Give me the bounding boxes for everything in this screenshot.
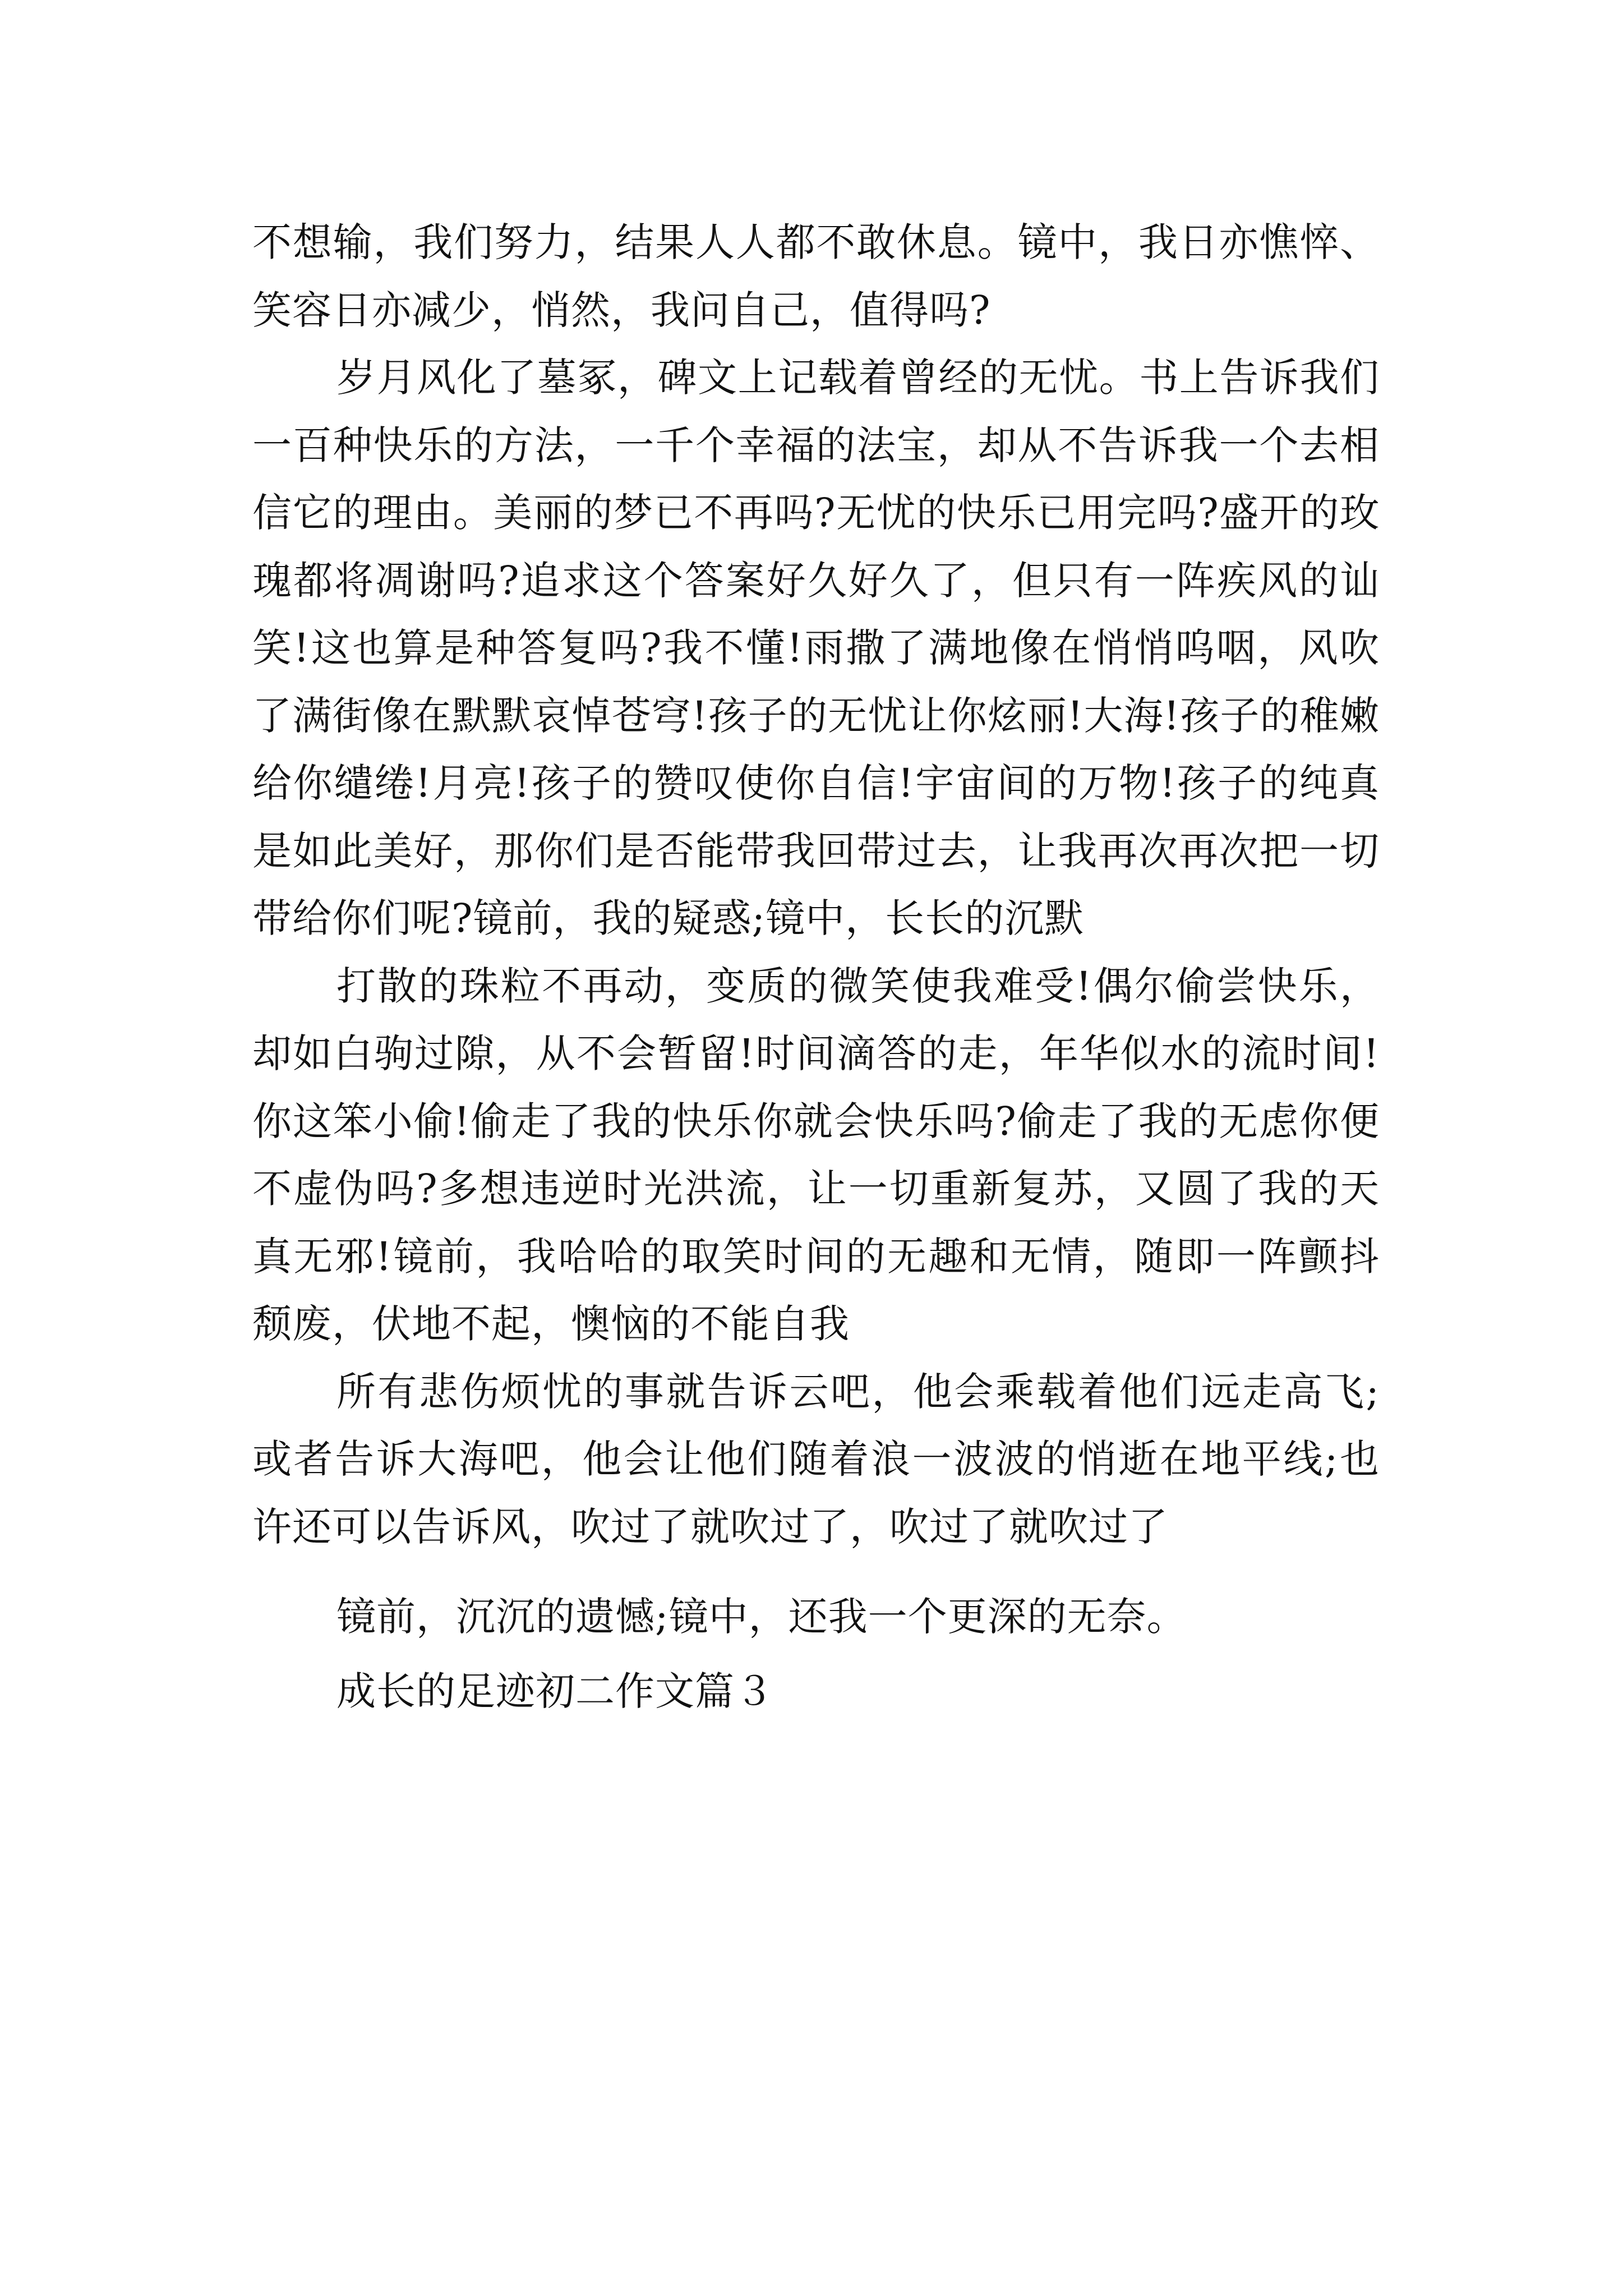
paragraph-4: 所有悲伤烦忧的事就告诉云吧，他会乘载着他们远走高飞;或者告诉大海吧，他会让他们随着浪一波波的悄逝在地平线;也许还可以告诉风，吹过了就吹过了，吹过了就吹过了 [252, 1368, 1380, 1550]
paragraph-2: 岁月风化了墓冢，碑文上记载着曾经的无忧。书上告诉我们一百种快乐的方法，一千个幸福的法宝，却从不告诉我一个去相信它的理由。美丽的梦已不再吗?无忧的快乐已用完吗?盛开的玫瑰都将凋谢吗?追求这个答案好久好久了，但只有一阵疾风的讪笑!这也算是种答复吗?我不懂!雨撒了满地像在悄悄呜咽，风吹了满街像在默默哀悼苍穹!孩子的无忧让你炫丽!大海!孩子的稚嫩给你缱绻!月亮!孩子的赞叹使你自信!宇宙间的万物!孩子的纯真是如此美好，那你们是否能带我回带过去，让我再次再次把一切带给你们呢?镜前，我的疑惑;镜中，长长的沉默 [252, 355, 1380, 941]
section-heading: 成长的足迹初二作文篇３ [336, 1668, 774, 1714]
paragraph-5: 镜前，沉沉的遗憾;镜中，还我一个更深的无奈。 [336, 1594, 1187, 1640]
paragraph-1: 不想输，我们努力，结果人人都不敢休息。镜中，我日亦憔悴、笑容日亦减少，悄然，我问自己，值得吗? [252, 219, 1380, 333]
document-page [252, 209, 1380, 1725]
paragraph-3: 打散的珠粒不再动，变质的微笑使我难受!偶尔偷尝快乐，却如白驹过隙，从不会暂留!时间滴答的走，年华似水的流时间!你这笨小偷!偷走了我的快乐你就会快乐吗?偷走了我的无虑你便不虚伪吗?多想违逆时光洪流，让一切重新复苏，又圆了我的天真无邪!镜前，我哈哈的取笑时间的无趣和无情，随即一阵颤抖颓废，伏地不起，懊恼的不能自我 [252, 963, 1380, 1347]
